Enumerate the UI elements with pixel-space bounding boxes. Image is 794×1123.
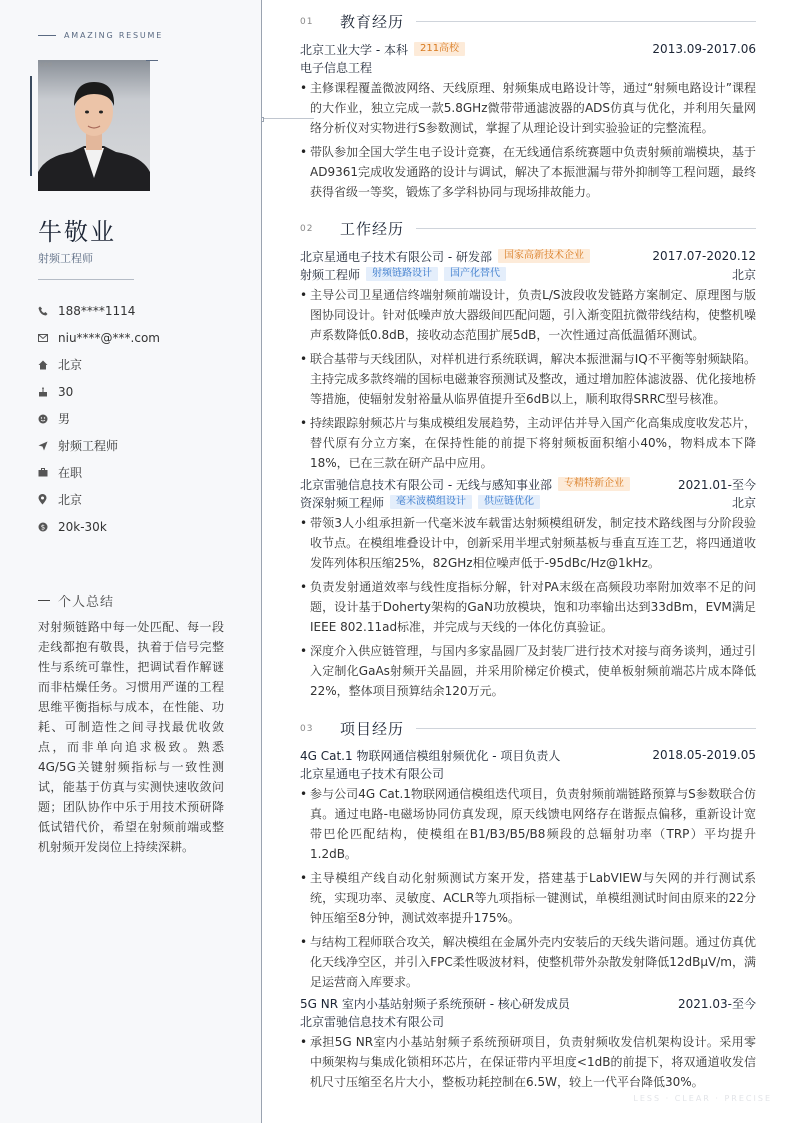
photo-bracket bbox=[146, 60, 158, 61]
work-bullets bbox=[300, 513, 756, 701]
section-number: 02 bbox=[300, 223, 314, 234]
work-company: 北京雷驰信息技术有限公司 - 无线与感知事业部 bbox=[300, 477, 552, 492]
work-bullets bbox=[300, 285, 756, 473]
section-title: 教育经历 bbox=[340, 13, 405, 31]
project-date: 2021.03-至今 bbox=[678, 996, 756, 1011]
brand-line bbox=[38, 35, 56, 36]
list-item: • 主导模组产线自动化射频测试方案开发，搭建基于LabVIEW与矢网的并行测试系统，实现功率、灵敏度、ACLR等九项指标一键测试，单模组测试时间由原来的22分钟压缩至8分钟，测试效率提升175%。 bbox=[300, 868, 756, 928]
section-number: 03 bbox=[300, 723, 314, 734]
photo-accent-bar bbox=[30, 76, 32, 176]
list-item: • 联合基带与天线团队，对样机进行系统联调，解决本振泄漏与IQ不平衡等射频缺陷。主持完成多款终端的国标电磁兼容预测试及整改，通过增加腔体滤波器、优化接地桥等措施，使辐射发射裕量从临界值提升至6dB以上，顺利取得SRRC型号核准。 bbox=[300, 349, 756, 409]
summary-heading bbox=[38, 591, 114, 610]
brand-text: AMAZING RESUME bbox=[64, 31, 164, 40]
section-rule bbox=[416, 728, 756, 729]
role-tag: 毫米波模组设计 bbox=[390, 495, 472, 509]
project-bullets bbox=[300, 784, 756, 992]
project-entry-1 bbox=[300, 746, 756, 996]
work-role-row bbox=[300, 493, 756, 511]
gender-icon bbox=[38, 414, 58, 424]
work-date: 2017.07-2020.12 bbox=[652, 249, 756, 263]
list-item: • 承担5G NR室内小基站射频子系统预研项目，负责射频收发信机架构设计。采用零中频架构与集成化锁相环芯片，在保证带内平坦度<1dB的前提下，将双通道收发信机尺寸压缩至名片大小，整板功耗控制在6.5W，较上一代平台降低30%。 bbox=[300, 1032, 756, 1092]
info-position-text: 射频工程师 bbox=[58, 439, 119, 453]
section-number: 01 bbox=[300, 16, 314, 27]
project-name: 5G NR 室内小基站射频子系统预研 - 核心研发成员 bbox=[300, 996, 570, 1011]
work-company-row bbox=[300, 247, 756, 265]
summary-dash bbox=[38, 600, 50, 601]
work-entry-1 bbox=[300, 247, 756, 477]
work-city: 北京 bbox=[731, 495, 756, 510]
work-entry-2 bbox=[300, 475, 756, 705]
info-position bbox=[38, 432, 238, 459]
work-company-row bbox=[300, 475, 756, 493]
svg-text:$: $ bbox=[40, 523, 46, 531]
role-tag: 国产化替代 bbox=[444, 267, 506, 281]
section-rule bbox=[416, 228, 756, 229]
info-status-text: 在职 bbox=[58, 466, 83, 480]
section-title: 项目经历 bbox=[340, 720, 405, 738]
education-major-row bbox=[300, 58, 756, 76]
info-phone bbox=[38, 297, 238, 324]
info-age bbox=[38, 378, 238, 405]
info-gender-text: 男 bbox=[58, 412, 71, 426]
person-portrait-icon bbox=[38, 60, 150, 191]
project-date: 2018.05-2019.05 bbox=[652, 748, 756, 762]
list-item: • 主修课程覆盖微波网络、天线原理、射频集成电路设计等，通过“射频电路设计”课程的大作业，独立完成一款5.8GHz微带带通滤波器的ADS仿真与优化，并利用矢量网络分析仪对实物进行S参数测试，掌握了从理论设计到实验验证的完整流程。 bbox=[300, 78, 756, 138]
summary-text: 对射频链路中每一处匹配、每一段走线都抱有敬畏，执着于信号完整性与系统可靠性，把调试看作解谜而非枯燥任务。习惯用严谨的工程思维平衡指标与成本，在性能、功耗、可制造性之间寻找最优收敛点，而非单向追求极致。熟悉4G/5G关键射频指标与一致性测试，能基于仿真与实测快速收敛问题；团队协作中乐于用技术预研降低试错代价，希望在射频前端或整机射频开发岗位上持续深耕。 bbox=[38, 620, 224, 854]
briefcase-icon bbox=[38, 468, 58, 477]
list-item: • 深度介入供应链管理，与国内多家晶圆厂及封装厂进行技术对接与商务谈判，通过引入定制化GaAs射频开关晶圆，并采用阶梯定价模式，使单板射频前端芯片成本降低22%，整体项目预算结余120万元。 bbox=[300, 641, 756, 701]
photo-label: 证件照 bbox=[40, 62, 52, 67]
send-icon bbox=[38, 441, 58, 451]
info-salary-text: 20k-30k bbox=[58, 519, 107, 534]
location-icon bbox=[38, 494, 58, 505]
role-tag: 射频链路设计 bbox=[366, 267, 438, 281]
project-org: 北京星通电子技术有限公司 bbox=[300, 766, 445, 781]
education-date: 2013.09-2017.06 bbox=[652, 42, 756, 56]
project-org-row bbox=[300, 1012, 756, 1030]
education-major: 电子信息工程 bbox=[300, 60, 373, 75]
work-role: 射频工程师 bbox=[300, 267, 361, 282]
email-icon bbox=[38, 334, 58, 342]
brand bbox=[38, 31, 163, 40]
info-phone-text: 188****1114 bbox=[58, 303, 136, 318]
info-gender bbox=[38, 405, 238, 432]
info-salary bbox=[38, 513, 238, 540]
work-company: 北京星通电子技术有限公司 - 研发部 bbox=[300, 249, 492, 264]
project-bullets bbox=[300, 1032, 756, 1092]
project-org: 北京雷驰信息技术有限公司 bbox=[300, 1014, 445, 1029]
sidebar-divider bbox=[38, 279, 134, 280]
education-school: 北京工业大学 - 本科 bbox=[300, 42, 408, 57]
education-bullets bbox=[300, 78, 756, 202]
company-tag: 专精特新企业 bbox=[558, 477, 630, 491]
list-item: • 带领3人小组承担新一代毫米波车载雷达射频模组研发，制定技术路线图与分阶段验收节点。在模组堆叠设计中，创新采用半埋式射频基板与垂直互连工艺，将四通道收发阵列体积压缩25%，82GHz相位噪声低于-95dBc/Hz@1kHz。 bbox=[300, 513, 756, 573]
info-home-text: 北京 bbox=[58, 358, 83, 372]
work-role: 资深射频工程师 bbox=[300, 495, 385, 510]
home-icon bbox=[38, 360, 58, 370]
info-age-text: 30 bbox=[58, 384, 74, 399]
list-item: • 带队参加全国大学生电子设计竞赛，在无线通信系统赛题中负责射频前端模块，基于AD9361完成收发通路的设计与调试，解决了本振泄漏与带外抑制等工程问题，最终获得省级一等奖，锻炼了多学科协同与现场排故能力。 bbox=[300, 142, 756, 202]
education-entry bbox=[300, 40, 756, 206]
info-location bbox=[38, 486, 238, 513]
candidate-title: 射频工程师 bbox=[38, 252, 93, 265]
info-status bbox=[38, 459, 238, 486]
photo-connector-dot bbox=[261, 117, 264, 122]
section-education-heading bbox=[300, 11, 756, 32]
work-date: 2021.01-至今 bbox=[678, 477, 756, 492]
section-projects-heading bbox=[300, 718, 756, 739]
list-item: • 与结构工程师联合攻关，解决模组在金属外壳内安装后的天线失谐问题。通过仿真优化天线净空区，并引入FPC柔性吸波材料，使整机带外杂散发射降低12dBμV/m，满足运营商入库要求。 bbox=[300, 932, 756, 992]
salary-icon bbox=[38, 522, 58, 532]
profile-photo bbox=[38, 60, 150, 191]
role-tag: 供应链优化 bbox=[478, 495, 540, 509]
sidebar bbox=[0, 0, 262, 1123]
project-header-row bbox=[300, 746, 756, 764]
candidate-name: 牛敬业 bbox=[38, 218, 116, 246]
info-email bbox=[38, 324, 238, 351]
info-location-text: 北京 bbox=[58, 493, 83, 507]
work-city: 北京 bbox=[731, 267, 756, 282]
contact-info-list bbox=[38, 297, 238, 540]
watermark: LESS · CLEAR · PRECISE bbox=[633, 1094, 772, 1103]
summary-title: 个人总结 bbox=[58, 595, 115, 610]
list-item: • 参与公司4G Cat.1物联网通信模组迭代项目，负责射频前端链路预算与S参数联合仿真。通过电路-电磁场协同仿真发现，原天线馈电网络存在谐振点偏移，重新设计宽带巴伦匹配结构，使模组在B1/B3/B5/B8频段的总辐射功率（TRP）平均提升1.2dB。 bbox=[300, 784, 756, 864]
list-item: • 主导公司卫星通信终端射频前端设计，负责L/S波段收发链路方案制定、原理图与版图协同设计。针对低噪声放大器级间匹配问题，引入渐变阻抗微带线结构，使整机噪声系数降低0.8dB，接收动态范围扩展5dB，一次性通过高低温循环测试。 bbox=[300, 285, 756, 345]
section-work-heading bbox=[300, 218, 756, 239]
phone-icon bbox=[38, 306, 58, 316]
education-header-row bbox=[300, 40, 756, 58]
info-home bbox=[38, 351, 238, 378]
project-org-row bbox=[300, 764, 756, 782]
project-entry-2 bbox=[300, 994, 756, 1096]
company-tag: 国家高新技术企业 bbox=[498, 249, 590, 263]
project-name: 4G Cat.1 物联网通信模组射频优化 - 项目负责人 bbox=[300, 748, 561, 763]
age-icon bbox=[38, 387, 58, 397]
education-tag: 211高校 bbox=[414, 42, 465, 56]
project-header-row bbox=[300, 994, 756, 1012]
list-item: • 持续跟踪射频芯片与集成模组发展趋势，主动评估并导入国产化高集成度收发芯片，替代原有分立方案，在保持性能的前提下将射频板面积缩小40%，物料成本下降18%，已在三款在研产品中应用。 bbox=[300, 413, 756, 473]
list-item: • 负责发射通道效率与线性度指标分解，针对PA末级在高频段功率附加效率不足的问题，设计基于Doherty架构的GaN功放模块，饱和功率输出达到33dBm，EVM满足IEEE 802.11ad标准，并完成与天线的一体化仿真验证。 bbox=[300, 577, 756, 637]
work-role-row bbox=[300, 265, 756, 283]
section-title: 工作经历 bbox=[340, 220, 405, 238]
info-email-text: niu****@***.com bbox=[58, 330, 160, 345]
section-rule bbox=[416, 21, 756, 22]
